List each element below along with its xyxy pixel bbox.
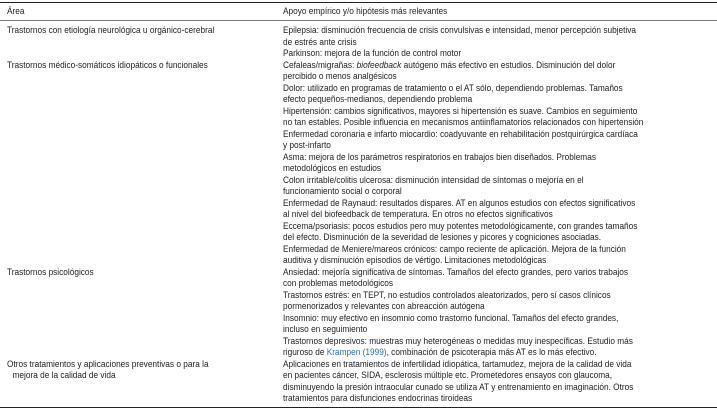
support-entry <box>283 221 717 244</box>
table-row <box>0 267 717 359</box>
support-cell <box>283 25 717 60</box>
support-entry <box>283 175 717 198</box>
table-header <box>0 3 717 21</box>
italic-term: biofeedback <box>356 59 402 70</box>
support-text: percibido o menos analgésicos <box>283 71 397 81</box>
support-text: metodológicos en estudios <box>283 163 382 173</box>
support-entry <box>283 336 717 359</box>
support-text: al nivel del biofeedback de temperatura. En otros no efectos significativos <box>283 209 553 219</box>
support-text: Hipertensión: cambios significativos, mayores si hipertensión es suave. Cambios en seguimiento <box>283 105 638 116</box>
support-text: Trastornos estrés: en TEPT, no estudios controlados aleatorizados, pero sí casos clínicos <box>283 289 611 300</box>
support-text: tratamientos para disfunciones endocrinas tiroideas <box>283 393 473 403</box>
support-text: Enfermedad de Meniere/mareos crónicos: campo reciente de aplicación. Mejora de la función <box>283 243 626 254</box>
support-text: Dolor: utilizado en programas de tratamiento o el AT sólo, dependiendo problemas. Tamaños <box>283 82 623 93</box>
header-support: Apoyo empírico y/o hipótesis más relevantes <box>283 5 448 16</box>
table-body <box>0 21 717 407</box>
support-text: Colon irritable/colitis ulcerosa: disminución intensidad de síntomas o mejoría en el <box>283 174 584 185</box>
area-cell <box>0 267 283 359</box>
support-text: de estrés ante crisis <box>283 36 357 47</box>
text-segment: riguroso de <box>283 347 327 357</box>
support-text: Parkinson: mejora de la función de control motor <box>283 48 462 58</box>
support-text: auditiva y disminución episodios de vértigo. Limitaciones metodológicas <box>283 255 547 265</box>
support-entry <box>283 60 717 83</box>
support-text: con problemas metodológicos <box>283 278 394 288</box>
support-text: disminuyendo la presión intraocular cunado se utiliza AT y entrenamiento en imaginación. Otros <box>283 381 634 392</box>
text-segment: , combinación de psicoterapia más AT es lo más efectivo. <box>386 347 597 357</box>
support-entry <box>283 152 717 175</box>
support-entry <box>283 313 717 336</box>
area-text: Trastornos médico-somáticos idiopáticos o funcionales <box>7 59 208 70</box>
support-text: Insomnio: muy efectivo en insomnio como trastorno funcional. Tamaños del efecto grandes, <box>283 312 619 323</box>
evidence-table <box>0 2 717 408</box>
support-text: y post-infarto <box>283 140 331 150</box>
support-text <box>283 60 682 72</box>
support-text: Aplicaciones en tratamientos de infertilidad idiopática, tartamudez, mejora de la calidad de vida <box>283 358 632 369</box>
support-text: Epilepsia: disminución frecuencia de crisis convulsivas e intensidad, menor percepción subjetiva <box>283 25 637 35</box>
citation-link[interactable]: Krampen (1999) <box>326 347 387 357</box>
support-text: Ansiedad: mejoría significativa de síntomas. Tamaños del efecto grandes, pero varios trabajos <box>283 266 629 277</box>
support-entry <box>283 25 717 48</box>
area-text: mejora de la calidad de vida <box>12 370 116 380</box>
support-text: en pacientes cáncer, SIDA, esclerosis múltiple etc. Prometedores ensayos con glaucoma, <box>283 370 613 380</box>
support-entry <box>283 359 717 405</box>
support-cell <box>283 60 717 267</box>
area-cell <box>0 60 283 267</box>
support-entry <box>283 198 717 221</box>
support-entry <box>283 244 717 267</box>
support-text: Asma: mejora de los parámetros respiratorios en trabajos bien diseñados. Problemas <box>283 151 596 162</box>
support-text: funcionamiento social o corporal <box>283 186 402 196</box>
support-text: no tan estables. Posible influencia en mecanismos antiinflamatorios relacionados con hipertensión <box>283 117 644 127</box>
area-cell <box>0 25 283 60</box>
support-entry <box>283 48 717 60</box>
area-text: Otros tratamientos y aplicaciones preventivas o para la <box>7 358 209 369</box>
support-cell <box>283 359 717 405</box>
support-text: Trastornos depresivos: muestras muy heterogéneas o medidas muy inespecíficas. Estudio más <box>283 335 633 346</box>
header-area: Área <box>7 5 25 16</box>
table-row <box>0 60 717 267</box>
area-text: Trastornos con etiología neurológica u orgánico-cerebral <box>7 25 215 35</box>
support-cell <box>283 267 717 359</box>
support-text: del efecto. Disminución de la severidad de lesiones y picores y cogniciones asociadas. <box>283 232 602 242</box>
area-cell <box>0 359 283 405</box>
text-segment: autógeno más efectivo en estudios. Disminución del dolor <box>401 59 616 70</box>
support-entry <box>283 290 717 313</box>
support-text: pormenorizados y relevantes con abreacción autógena <box>283 301 485 311</box>
support-entry <box>283 267 717 290</box>
area-text: Trastornos psicológicos <box>7 266 94 277</box>
support-text: efecto pequeños-medianos, dependiendo problema <box>283 94 473 104</box>
support-entry <box>283 83 717 106</box>
support-text <box>283 347 682 359</box>
table-row <box>0 25 717 60</box>
support-text: Enfermedad coronaria e infarto miocardio: coadyuvante en rehabilitación postquirúrgica cardíaca <box>283 128 638 139</box>
support-text: Enfermedad de Raynaud: resultados dispares. AT en algunos estudios con efectos significativos <box>283 197 636 208</box>
table-row <box>0 359 717 405</box>
support-entry <box>283 106 717 129</box>
support-text: Eccema/psoriasis: pocos estudios pero muy potentes metodológicamente, con grandes tamaños <box>283 220 638 231</box>
support-entry <box>283 129 717 152</box>
support-text: incluso en seguimiento <box>283 324 368 334</box>
text-segment: Cefaleas/migrañas: <box>283 59 357 70</box>
